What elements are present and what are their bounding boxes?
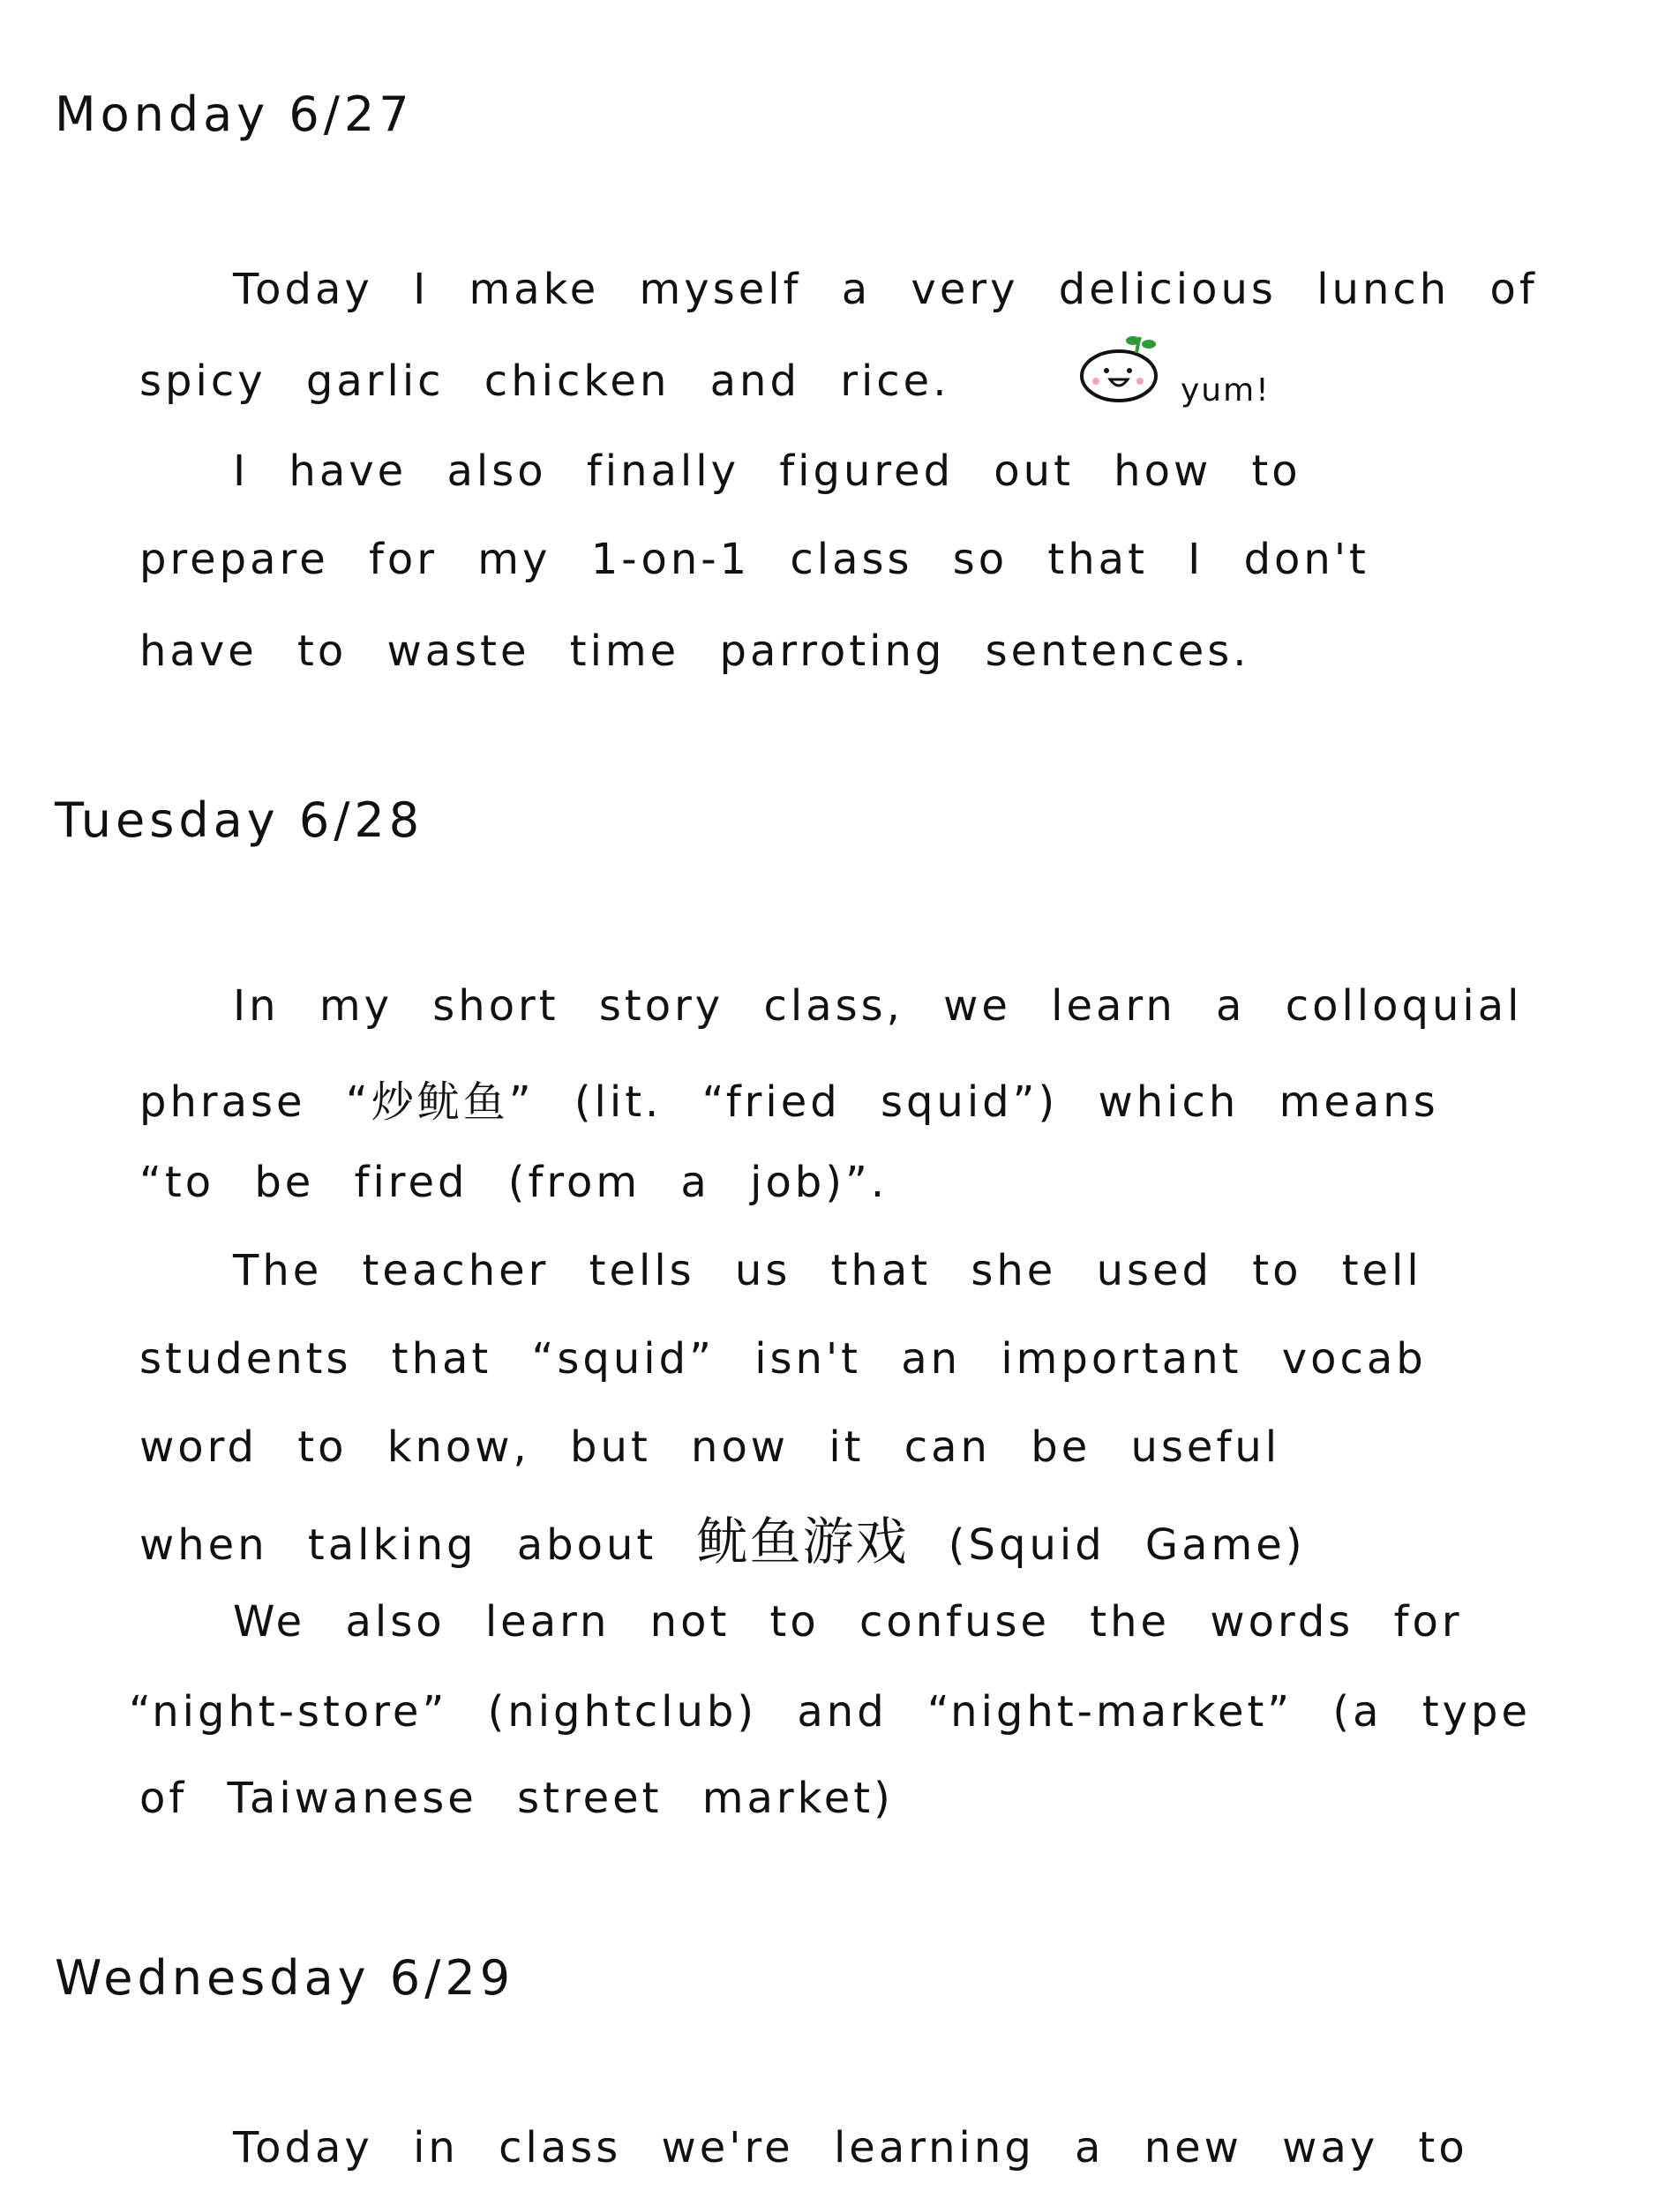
entry-line: Today in class we're learning a new way to: [233, 2123, 1468, 2172]
entry-line: word to know, but now it can be useful: [139, 1422, 1281, 1472]
entry-date-wednesday: Wednesday 6/29: [55, 1950, 515, 2006]
cjk-term: 鱿鱼游戏: [696, 1512, 909, 1572]
entry-line: “to be fired (from a job)”.: [139, 1158, 889, 1207]
entry-line: I have also finally figured out how to: [233, 446, 1301, 496]
entry-line: prepare for my 1-on-1 class so that I don't: [139, 535, 1369, 584]
entry-line: In my short story class, we learn a colloquial: [233, 981, 1523, 1031]
smiling-dumpling-icon: [1075, 334, 1181, 406]
sticker-caption: yum!: [1181, 372, 1271, 409]
entry-line: The teacher tells us that she used to tell: [233, 1246, 1422, 1295]
entry-line-squid-game: [139, 1500, 1306, 1574]
entry-date-monday: Monday 6/27: [55, 86, 414, 142]
entry-line: students that “squid” isn't an important vocab: [139, 1334, 1427, 1384]
entry-line: spicy garlic chicken and rice.: [139, 356, 950, 406]
entry-line-text: when talking about: [139, 1520, 697, 1570]
entry-date-tuesday: Tuesday 6/28: [55, 792, 424, 848]
cjk-gloss: (Squid Game): [908, 1520, 1306, 1570]
entry-line: “night-store” (nightclub) and “night-market” (a type: [129, 1687, 1532, 1737]
entry-line: Today I make myself a very delicious lunch of: [233, 265, 1538, 314]
entry-line: phrase “炒鱿鱼” (lit. “fried squid”) which means: [139, 1077, 1439, 1127]
entry-line: of Taiwanese street market): [139, 1774, 894, 1823]
entry-line: We also learn not to confuse the words for: [233, 1597, 1463, 1647]
entry-line: have to waste time parroting sentences.: [139, 627, 1250, 676]
